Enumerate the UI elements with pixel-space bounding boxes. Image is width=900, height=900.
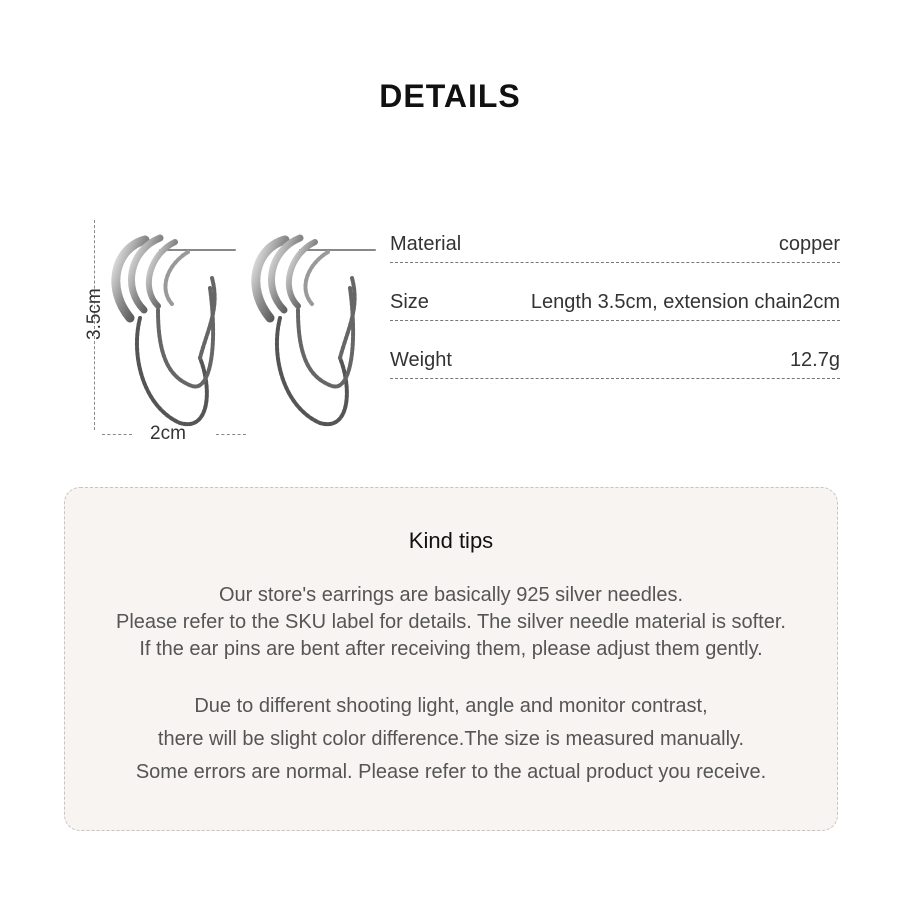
spec-value: 12.7g: [789, 349, 840, 371]
right-earring: [256, 238, 375, 424]
kind-tips-box: [64, 487, 838, 831]
tips-line: there will be slight color difference.The size is measured manually.: [157, 728, 745, 750]
spec-value: Length 3.5cm, extension chain2cm: [530, 291, 840, 313]
tips-line: Our store's earrings are basically 925 silver needles.: [218, 584, 684, 606]
spec-row-material: [390, 224, 840, 263]
tips-title: Kind tips: [408, 528, 494, 553]
height-dimension-label: 3.5cm: [84, 288, 105, 340]
tips-line: If the ear pins are bent after receiving them, please adjust them gently.: [139, 638, 763, 660]
spec-table: [390, 224, 840, 398]
tips-line: Due to different shooting light, angle and monitor contrast,: [194, 695, 708, 717]
earrings-image: [100, 218, 380, 438]
tips-paragraph-silver-needles: [65, 582, 837, 663]
product-figure: [80, 210, 380, 460]
page-title: DETAILS: [379, 78, 521, 114]
spec-label: Material: [390, 233, 462, 255]
spec-label: Size: [390, 291, 429, 313]
spec-value: copper: [778, 233, 840, 255]
tips-paragraph-color-difference: [65, 690, 837, 789]
spec-row-size: [390, 282, 840, 321]
tips-line: Some errors are normal. Please refer to the actual product you receive.: [135, 761, 767, 783]
left-earring: [116, 238, 235, 424]
tips-line: Please refer to the SKU label for details. The silver needle material is softer.: [116, 611, 786, 633]
spec-label: Weight: [390, 349, 452, 371]
spec-row-weight: [390, 340, 840, 379]
width-dimension-label: 2cm: [150, 423, 186, 444]
